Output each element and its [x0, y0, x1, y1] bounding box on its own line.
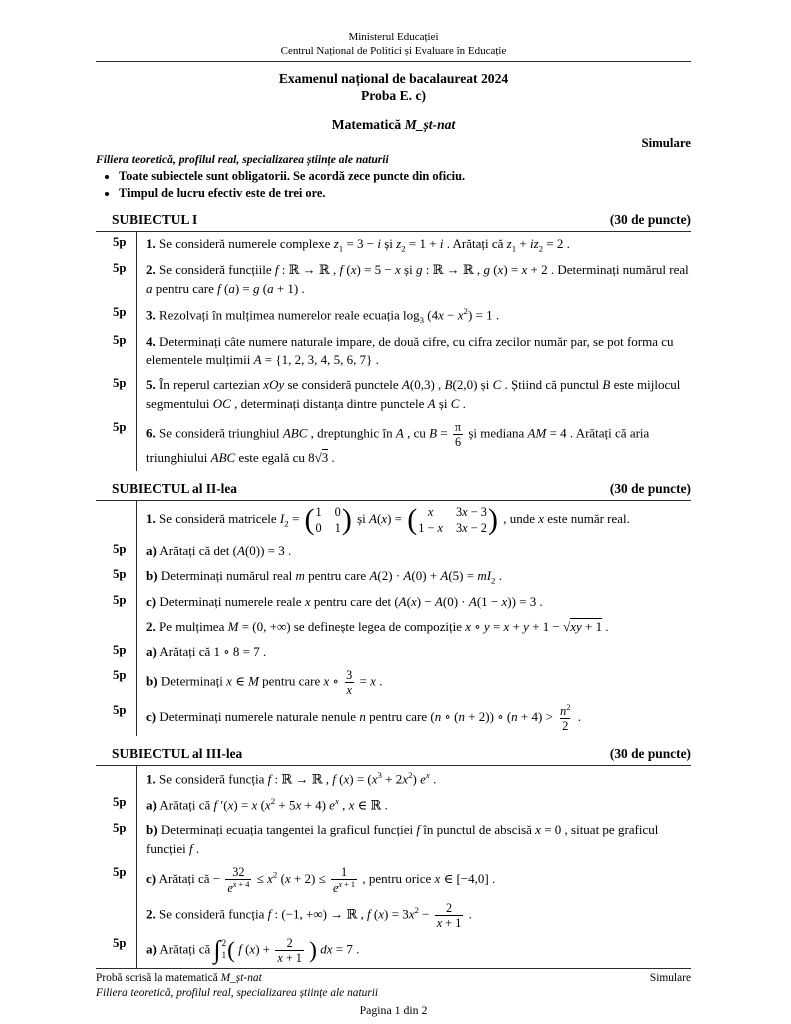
problem-statement: c) Determinați numerele naturale nenule n pentru care (n ∘ (n + 2)) ∘ (n + 4) > $\frac{n^2}{2}$ .	[146, 702, 581, 734]
problem-statement: 1. Se consideră funcția f : ℝ → ℝ , f $(x) = (x^3 + 2x^2)$ $e^x$ .	[146, 770, 437, 787]
points-cell: 5p	[96, 373, 137, 417]
problem-statement: a) Arătați că ∫ 2 1 ( f (x) + $\frac{2}{x + 1}$ ) dx = 7 .	[146, 936, 360, 966]
points-cell: 5p	[96, 417, 137, 471]
points-cell: 5p	[96, 933, 137, 968]
problem-row	[96, 862, 691, 898]
problem-statement: 2. Se consideră funcția f : (−1, +∞) → ℝ , f $(x) = 3x^2$ − $\frac{2}{x + 1}$ .	[146, 901, 472, 931]
problem-statement: 4. Determinați câte numere naturale impare, de două cifre, cu cifra zecilor număr par, se pot forma cu elementele mulțimii A = {1, 2, 3, 4, 5, 6, 7} .	[146, 333, 674, 368]
points-cell: 5p	[96, 539, 137, 564]
problem-statement: c) Determinați numerele reale x pentru care det (A(x) − A(0) · A(1 − x)) = 3 .	[146, 594, 543, 610]
problem-statement: b) Determinați x ∈ M pentru care x ∘ $\frac{3}{x}$ = x .	[146, 667, 383, 697]
ministry-line2: Centrul Național de Politici și Evaluare în Educație	[280, 45, 507, 58]
section-header	[96, 743, 691, 765]
points-cell: 5p	[96, 818, 137, 862]
page-footer	[96, 968, 691, 1018]
points-cell: 5p	[96, 665, 137, 700]
points-cell	[96, 766, 137, 792]
filiera-line: Filiera teoretică, profilul real, specializarea științe ale naturii	[96, 152, 389, 166]
points-cell: 5p	[96, 232, 137, 258]
points-cell: 5p	[96, 700, 137, 736]
problem-row	[96, 302, 691, 330]
problem-row	[96, 766, 691, 792]
section-subiectul-2	[96, 478, 691, 736]
problem-statement: a) Arătați că 1 ∘ 8 = 7 .	[146, 643, 267, 659]
problem-row	[96, 818, 691, 862]
problem-row	[96, 539, 691, 564]
points-cell: 5p	[96, 330, 137, 374]
points-cell	[96, 501, 137, 539]
footer-page-number: Pagina 1 din 2	[359, 1003, 428, 1018]
title-block	[96, 62, 691, 133]
section-body	[96, 231, 691, 471]
section-body	[96, 500, 691, 736]
problem-statement: c) Arătați că − $\frac{32}{e^{x + 4}}$ ≤ $x^2$ (x + 2) ≤ $\frac{1}{e^{x + 1}}$ , pentru orice x ∈ [−4,0] .	[146, 865, 496, 896]
section-points: (30 de puncte)	[609, 746, 691, 762]
ministry-header	[96, 30, 691, 59]
points-cell	[96, 615, 137, 640]
problem-row	[96, 700, 691, 736]
section-title: SUBIECTUL I	[112, 211, 198, 227]
problem-statement: b) Determinați numărul real m pentru care $A(2) \cdot A(0) + A(5) = mI_2$ .	[146, 567, 502, 586]
footer-simulare-label: Simulare	[649, 972, 691, 985]
problem-statement: a) Arătați că det (A(0)) = 3 .	[146, 543, 292, 559]
exam-proba: Proba E. c)	[360, 87, 427, 103]
section-title: SUBIECTUL al III-lea	[112, 746, 243, 762]
problem-statement: 6. Se consideră triunghiul ABC , dreptunghic în A , cu B = $\frac{\pi}{6}$ și mediana AM = 4 . Arătați că aria triunghiului ABC este egală cu 8√3 .	[146, 420, 650, 466]
problem-row	[96, 330, 691, 374]
section-subiectul-3	[96, 743, 691, 968]
footer-filiera: Filiera teoretică, profilul real, specializarea științe ale naturii	[96, 987, 379, 1000]
points-cell: 5p	[96, 640, 137, 665]
section-header	[96, 209, 691, 231]
footer-row	[96, 971, 691, 986]
points-cell: 5p	[96, 792, 137, 818]
points-cell: 5p	[96, 302, 137, 330]
problem-statement: a) Arătați că f ′(x) = x $(x^2 + 5x + 4)$ $e^x$ , x ∈ ℝ .	[146, 796, 388, 813]
points-cell: 5p	[96, 258, 137, 302]
problem-row	[96, 373, 691, 417]
section-title: SUBIECTUL al II-lea	[112, 480, 238, 496]
instruction-item: • Toate subiectele sunt obligatorii. Se acordă zece puncte din oficiu.	[119, 168, 691, 185]
simulare-label: Simulare	[641, 135, 691, 150]
exam-title: Examenul național de bacalaureat 2024	[278, 70, 509, 86]
points-cell: 5p	[96, 862, 137, 898]
section-body	[96, 765, 691, 968]
points-cell: 5p	[96, 590, 137, 615]
section-points: (30 de puncte)	[609, 480, 691, 496]
section-subiectul-1	[96, 209, 691, 471]
problem-row	[96, 590, 691, 615]
section-header	[96, 478, 691, 500]
problem-statement: b) Determinați ecuația tangentei la graficul funcției f în punctul de abscisă x = 0 , situat pe graficul funcției f .	[146, 822, 659, 857]
problem-row	[96, 232, 691, 258]
problem-row	[96, 640, 691, 665]
section-points: (30 de puncte)	[609, 211, 691, 227]
instruction-item: • Timpul de lucru efectiv este de trei ore.	[119, 185, 691, 202]
points-cell: 5p	[96, 564, 137, 590]
problem-row	[96, 898, 691, 933]
problem-row	[96, 665, 691, 700]
ministry-line1: Ministerul Educației	[348, 31, 439, 43]
problem-row	[96, 933, 691, 968]
problem-statement: 3. Rezolvați în mulțimea numerelor reale ecuația $\log_3 (4x - x^2) = 1$ .	[146, 305, 500, 325]
problem-row	[96, 564, 691, 590]
problem-statement: 1. Se consideră numerele complexe $z_1 = 3 - i$ și $z_2 = 1 + i$ . Arătați că $z_1 + iz_2 = 2$ .	[146, 235, 570, 254]
instructions-list	[96, 168, 691, 202]
problem-row	[96, 258, 691, 302]
problem-row	[96, 792, 691, 818]
problem-statement: 2. Se consideră funcțiile f : ℝ → ℝ , f (x) = 5 − x și g : ℝ → ℝ , g (x) = x + 2 . Determinați numărul real a pentru care f (a) = g (a + 1) .	[146, 262, 689, 297]
exam-subject: Matematică M_șt-nat	[331, 116, 456, 132]
problem-row	[96, 417, 691, 471]
points-cell	[96, 898, 137, 933]
problem-statement: 1. Se consideră matricele $I_2$ = ( 1 0 0 1 ) și A(x) = ( x 3x − 3 1 − x 3x − 2 ) , unde x este număr real.	[137, 501, 691, 539]
problem-row	[96, 501, 691, 539]
problem-row	[96, 615, 691, 640]
problem-statement: 5. În reperul cartezian xOy se consideră punctele A(0,3) , B(2,0) și C . Știind că punctul B este mijlocul segmentului OC , determinați distanța dintre punctele A și C .	[146, 377, 681, 412]
footer-exam-label: Probă scrisă la matematică M_șt-nat	[96, 972, 262, 985]
problem-statement: 2. Pe mulțimea M = (0, +∞) se definește legea de compoziție x ∘ y = x + y + 1 − √xy + 1 .	[146, 619, 609, 635]
